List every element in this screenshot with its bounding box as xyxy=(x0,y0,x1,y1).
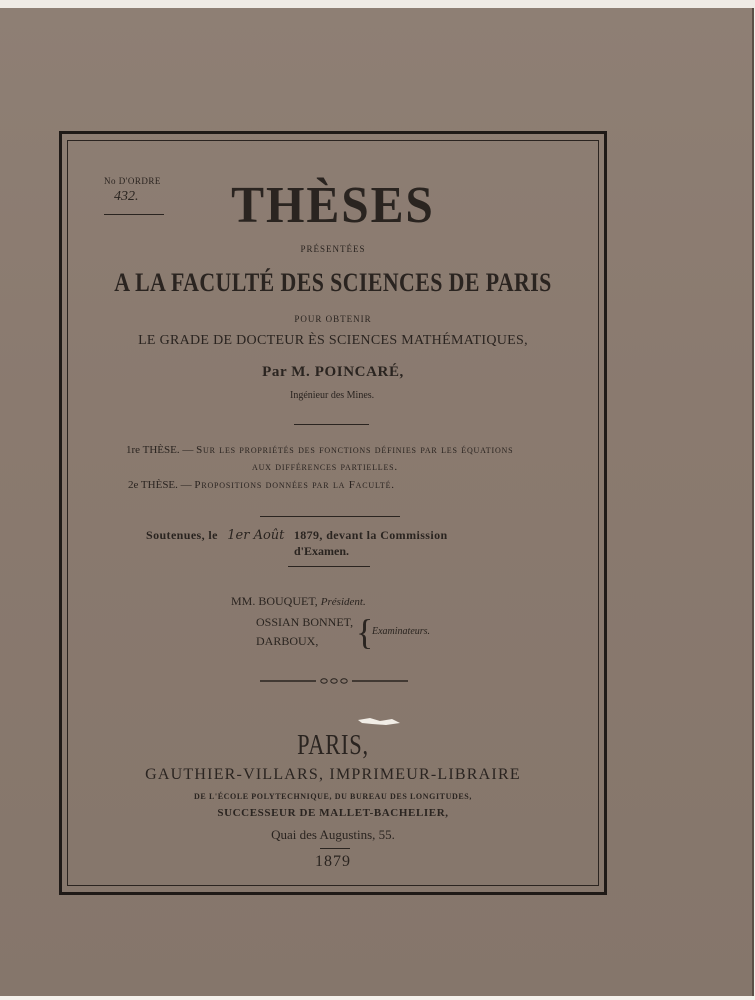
page-title: THÈSES xyxy=(231,177,435,234)
publisher-city: PARIS, xyxy=(297,730,369,761)
soutenues-line2: d'Examen. xyxy=(294,544,350,558)
divider-rule xyxy=(320,848,350,849)
ordre-label: No D'ORDRE xyxy=(104,176,161,186)
brace-glyph: { xyxy=(356,612,374,652)
paper-tear-mark xyxy=(358,716,400,726)
publisher-line3: SUCCESSEUR DE MALLET-BACHELIER, xyxy=(217,807,449,819)
these-2 xyxy=(128,479,395,491)
these-1-label: 1re THÈSE. — xyxy=(126,444,194,456)
these-2-text: Propositions données par la Faculté. xyxy=(194,479,395,491)
presentees-line: PRÉSENTÉES xyxy=(300,244,366,254)
author-line: Par M. POINCARÉ, xyxy=(262,364,404,380)
grade-line: LE GRADE DE DOCTEUR ÈS SCIENCES MATHÉMATIQUES, xyxy=(138,333,528,348)
publisher-line2: DE L'ÉCOLE POLYTECHNIQUE, DU BUREAU DES LONGITUDES, xyxy=(194,792,472,801)
publication-year: 1879 xyxy=(315,853,351,870)
publisher-address: Quai des Augustins, 55. xyxy=(271,827,395,842)
divider-rule xyxy=(288,566,370,567)
president-name: MM. BOUQUET, xyxy=(231,594,318,608)
ornament-divider xyxy=(260,677,408,685)
publisher-name: GAUTHIER-VILLARS, IMPRIMEUR-LIBRAIRE xyxy=(145,766,521,783)
commission-president xyxy=(231,594,366,609)
faculte-heading: A LA FACULTÉ DES SCIENCES DE PARIS xyxy=(114,268,552,297)
divider-rule xyxy=(260,516,400,517)
these-2-label: 2e THÈSE. — xyxy=(128,479,192,491)
handwritten-date: 1er Août xyxy=(227,528,285,543)
president-role: Président. xyxy=(320,596,366,608)
soutenues-prefix: Soutenues, le xyxy=(146,528,218,542)
examiner-2: DARBOUX, xyxy=(256,634,319,648)
these-1-text-line2: aux différences partielles. xyxy=(252,461,398,473)
these-1 xyxy=(126,444,513,456)
ordre-number: 432. xyxy=(114,189,139,204)
these-1-text: Sur les propriétés des fonctions définies par les équations xyxy=(196,444,514,456)
examiner-1: OSSIAN BONNET, xyxy=(256,615,354,629)
author-role: Ingénieur des Mines. xyxy=(290,390,375,401)
divider-rule xyxy=(294,424,369,425)
pour-obtenir-line: POUR OBTENIR xyxy=(294,314,372,324)
examiners-role: Examinateurs. xyxy=(372,626,431,637)
soutenues-line xyxy=(146,528,448,543)
soutenues-suffix: 1879, devant la Commission xyxy=(293,528,448,542)
